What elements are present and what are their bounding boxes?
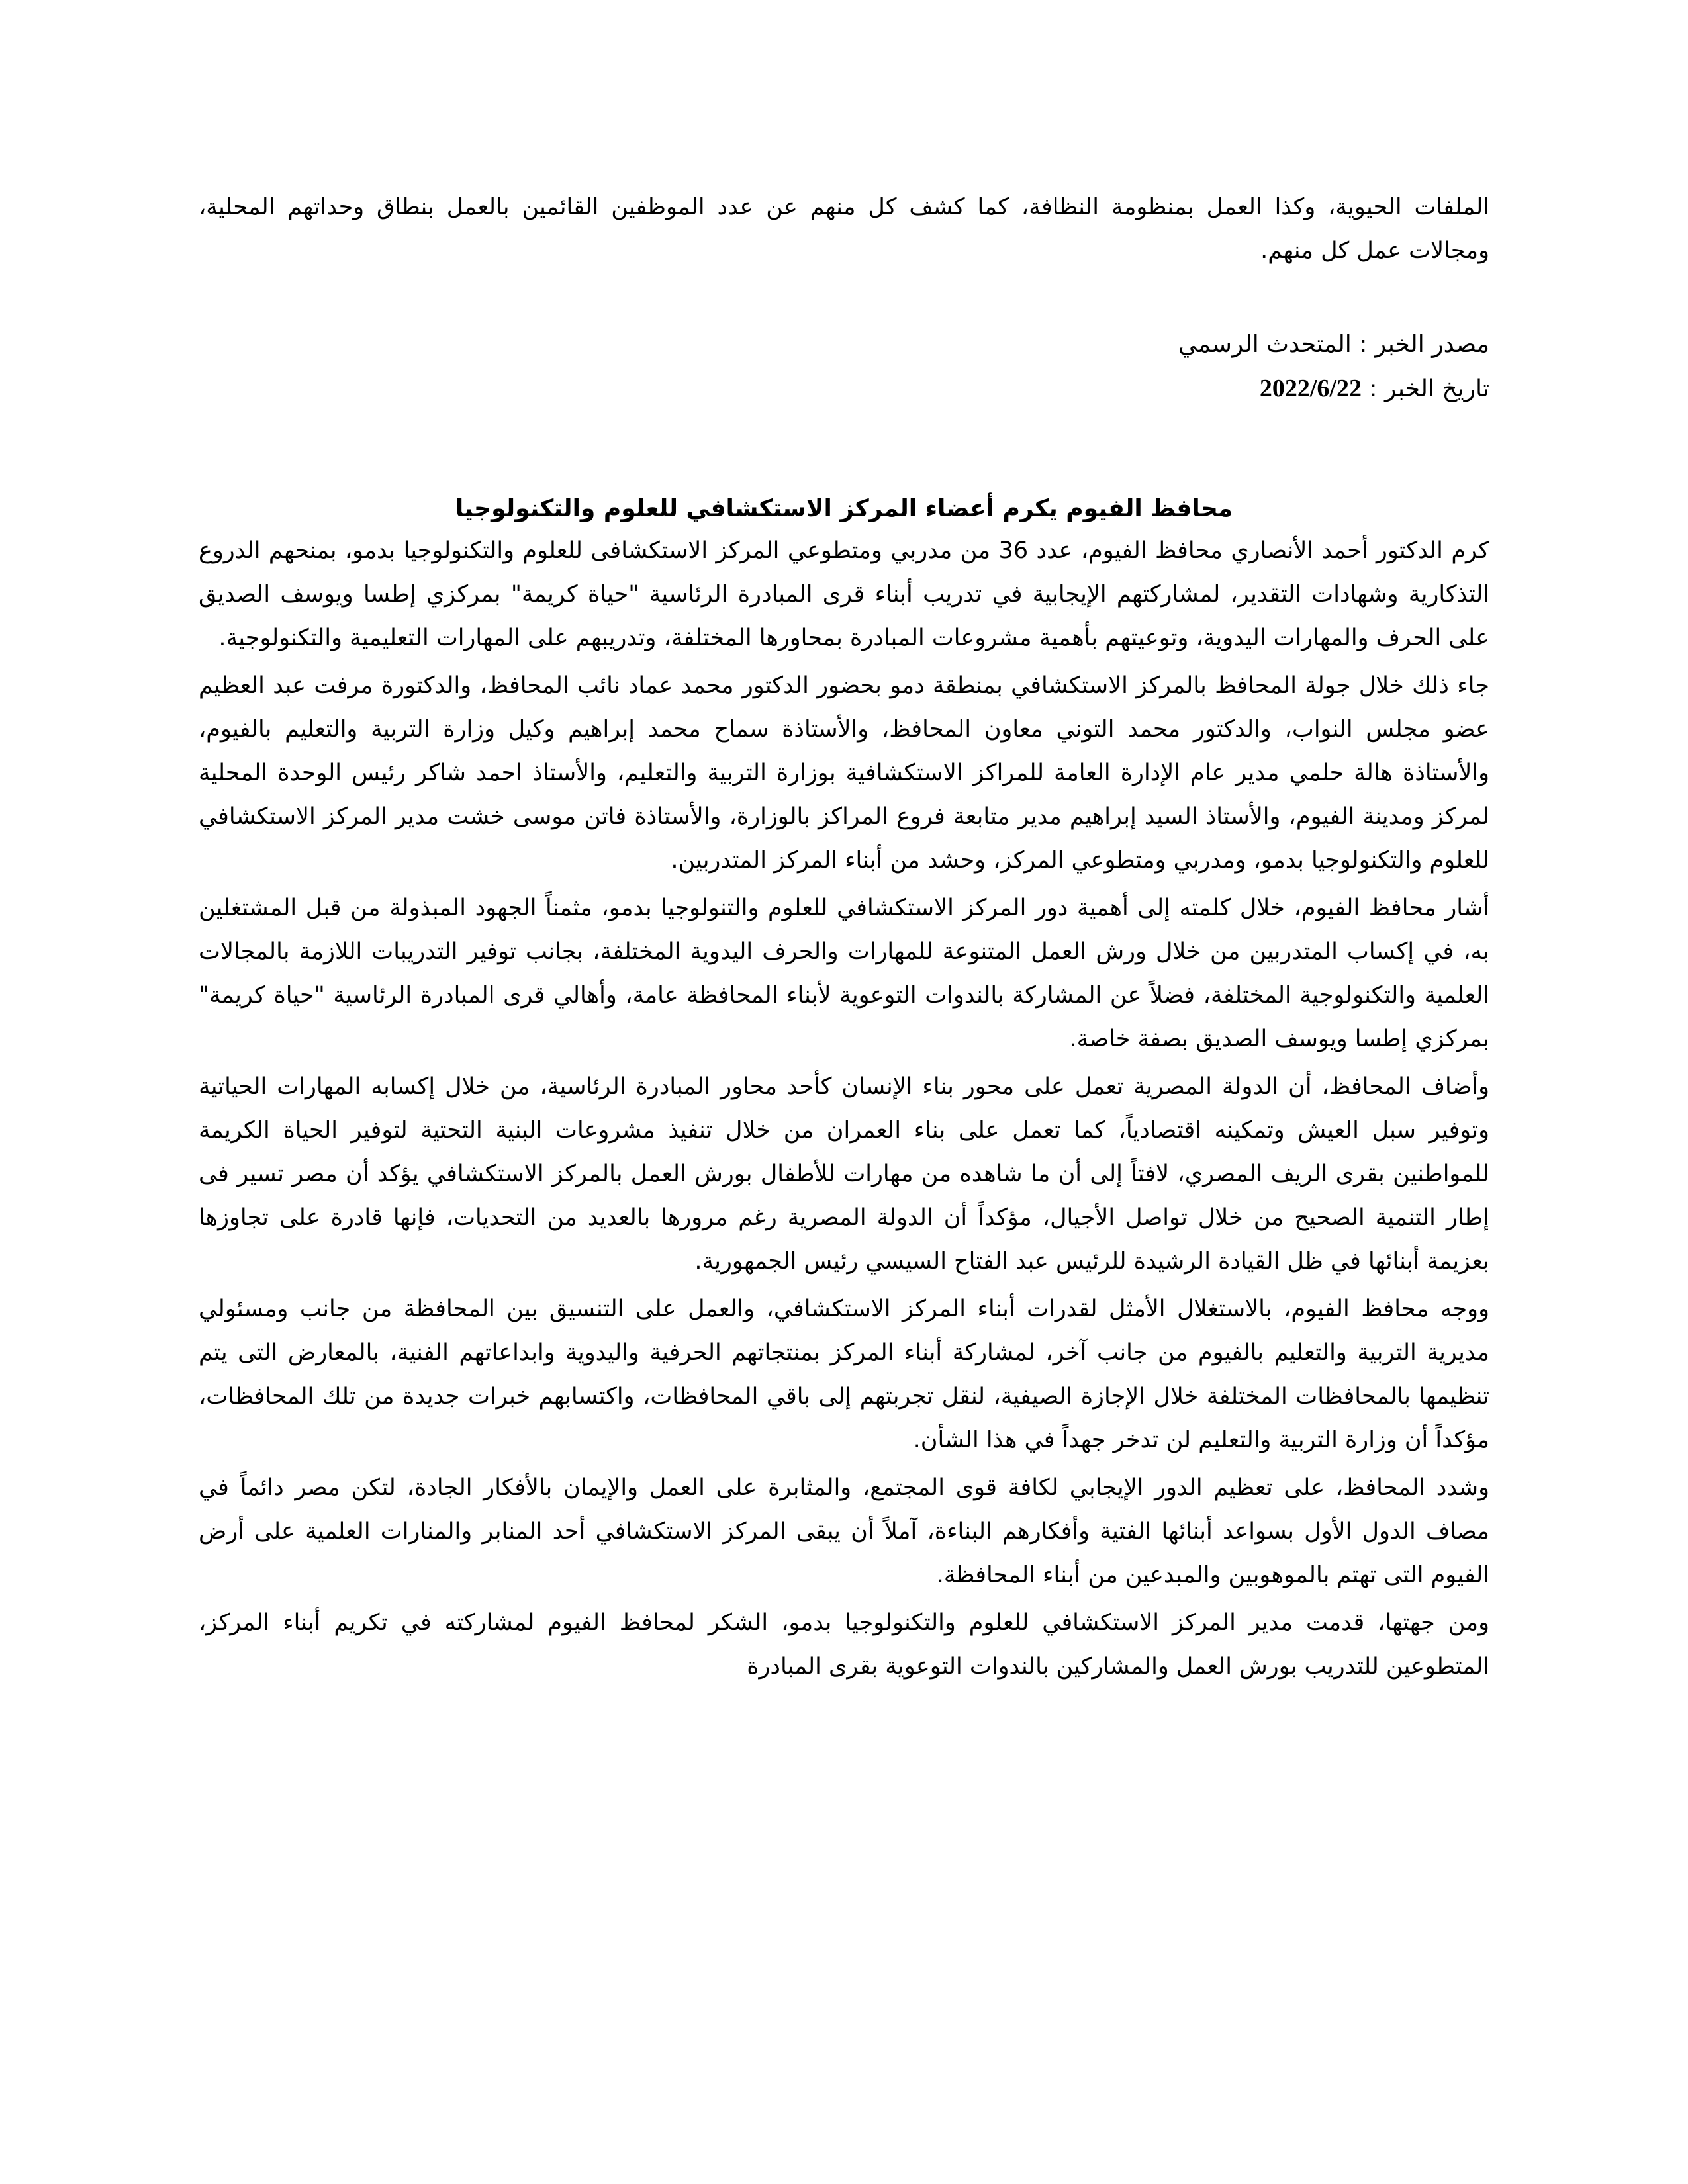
document-page [199,185,1489,1692]
news-date-line [199,367,1489,411]
article-headline: محافظ الفيوم يكرم أعضاء المركز الاستكشافي للعلوم والتكنولوجيا [455,495,1233,522]
article-paragraph: ومن جهتها، قدمت مدير المركز الاستكشافي للعلوم والتكنولوجيا بدمو، الشكر لمحافظ الفيوم لمشاركته في تكريم أبناء المركز، المتطوعين للتدريب بورش العمل والمشاركين بالندوات التوعوية بقرى المبادرة [199,1610,1489,1680]
news-date-label: تاريخ الخبر : [1361,375,1489,402]
news-date-value: 2022/6/22 [1259,375,1362,402]
article-paragraph: أشار محافظ الفيوم، خلال كلمته إلى أهمية دور المركز الاستكشافي للعلوم والتنولوجيا بدمو، مثمناً الجهود المبذولة من قبل المشتغلين به، في إكساب المتدربين من خلال ورش العمل المتنوعة للمهارات والحرف اليدوية المختلفة، بجانب توفير التدريبات اللازمة بالمجالات العلمية والتكنولوجية المختلفة، فضلاً عن المشاركة بالندوات التوعوية لأبناء المحافظة عامة، وأهالي قرى المبادرة الرئاسية "حياة كريمة" بمركزي إطسا ويوسف الصديق بصفة خاصة. [199,895,1489,1052]
news-source-line [199,323,1489,367]
intro-paragraph: الملفات الحيوية، وكذا العمل بمنظومة النظافة، كما كشف كل منهم عن عدد الموظفين القائمين بالعمل بنطاق وحداتهم المحلية، ومجالات عمل كل منهم. [199,194,1489,264]
article-paragraph: وأضاف المحافظ، أن الدولة المصرية تعمل على محور بناء الإنسان كأحد محاور المبادرة الرئاسية، من خلال إكسابه المهارات الحياتية وتوفير سبل العيش وتمكينه اقتصادياً، كما تعمل على بناء العمران من خلال تنفيذ مشروعات البنية التحتية لتوفير الحياة الكريمة للمواطنين بقرى الريف المصري، لافتاً إلى أن ما شاهده من مهارات للأطفال بورش العمل بالمركز الاستكشافي يؤكد أن مصر تسير فى إطار التنمية الصحيح من خلال تواصل الأجيال، مؤكداً أن الدولة المصرية رغم مرورها بالعديد من التحديات، فإنها قادرة على تجاوزها بعزيمة أبنائها في ظل القيادة الرشيدة للرئيس عبد الفتاح السيسي رئيس الجمهورية. [199,1073,1489,1275]
article-body [199,529,1489,1688]
news-source-label: مصدر الخبر : [1351,331,1489,358]
article-paragraph: كرم الدكتور أحمد الأنصاري محافظ الفيوم، عدد 36 من مدربي ومتطوعي المركز الاستكشافى للعلوم والتكنولوجيا بدمو، بمنحهم الدروع التذكارية وشهادات التقدير، لمشاركتهم الإيجابية في تدريب أبناء قرى المبادرة الرئاسية "حياة كريمة" بمركزي إطسا ويوسف الصديق على الحرف والمهارات اليدوية، وتوعيتهم بأهمية مشروعات المبادرة بمحاورها المختلفة، وتدريبهم على المهارات التعليمية والتكنولوجية. [199,537,1489,651]
article-paragraph: وشدد المحافظ، على تعظيم الدور الإيجابي لكافة قوى المجتمع، والمثابرة على العمل والإيمان بالأفكار الجادة، لتكن مصر دائماً في مصاف الدول الأول بسواعد أبنائها الفتية وأفكارهم البناءة، آملاً أن يبقى المركز الاستكشافي أحد المنابر والمنارات العلمية على أرض الفيوم التى تهتم بالموهوبين والمبدعين من أبناء المحافظة. [199,1475,1489,1588]
news-source-value: المتحدث الرسمي [1178,331,1352,358]
news-meta [199,323,1489,411]
article-paragraph: جاء ذلك خلال جولة المحافظ بالمركز الاستكشافي بمنطقة دمو بحضور الدكتور محمد عماد نائب المحافظ، والدكتورة مرفت عبد العظيم عضو مجلس النواب، والدكتور محمد التوني معاون المحافظ، والأستاذة سماح محمد إبراهيم وكيل وزارة التربية والتعليم بالفيوم، والأستاذة هالة حلمي مدير عام الإدارة العامة للمراكز الاستكشافية بوزارة التربية والتعليم، والأستاذ احمد شاكر رئيس الوحدة المحلية لمركز ومدينة الفيوم، والأستاذ السيد إبراهيم مدير متابعة فروع المراكز بالوزارة، والأستاذة فاتن موسى خشت مدير المركز الاستكشافي للعلوم والتكنولوجيا بدمو، ومدربي ومتطوعي المركز، وحشد من أبناء المركز المتدربين. [199,672,1489,874]
article-paragraph: ووجه محافظ الفيوم، بالاستغلال الأمثل لقدرات أبناء المركز الاستكشافي، والعمل على التنسيق بين المحافظة من جانب ومسئولي مديرية التربية والتعليم بالفيوم من جانب آخر، لمشاركة أبناء المركز بمنتجاتهم الحرفية واليدوية وابداعاتهم الفنية، بالمعارض التى يتم تنظيمها بالمحافظات المختلفة خلال الإجازة الصيفية، لنقل تجربتهم إلى باقي المحافظات، واكتسابهم خبرات جديدة من تلك المحافظات، مؤكداً أن وزارة التربية والتعليم لن تدخر جهداً في هذا الشأن. [199,1296,1489,1453]
